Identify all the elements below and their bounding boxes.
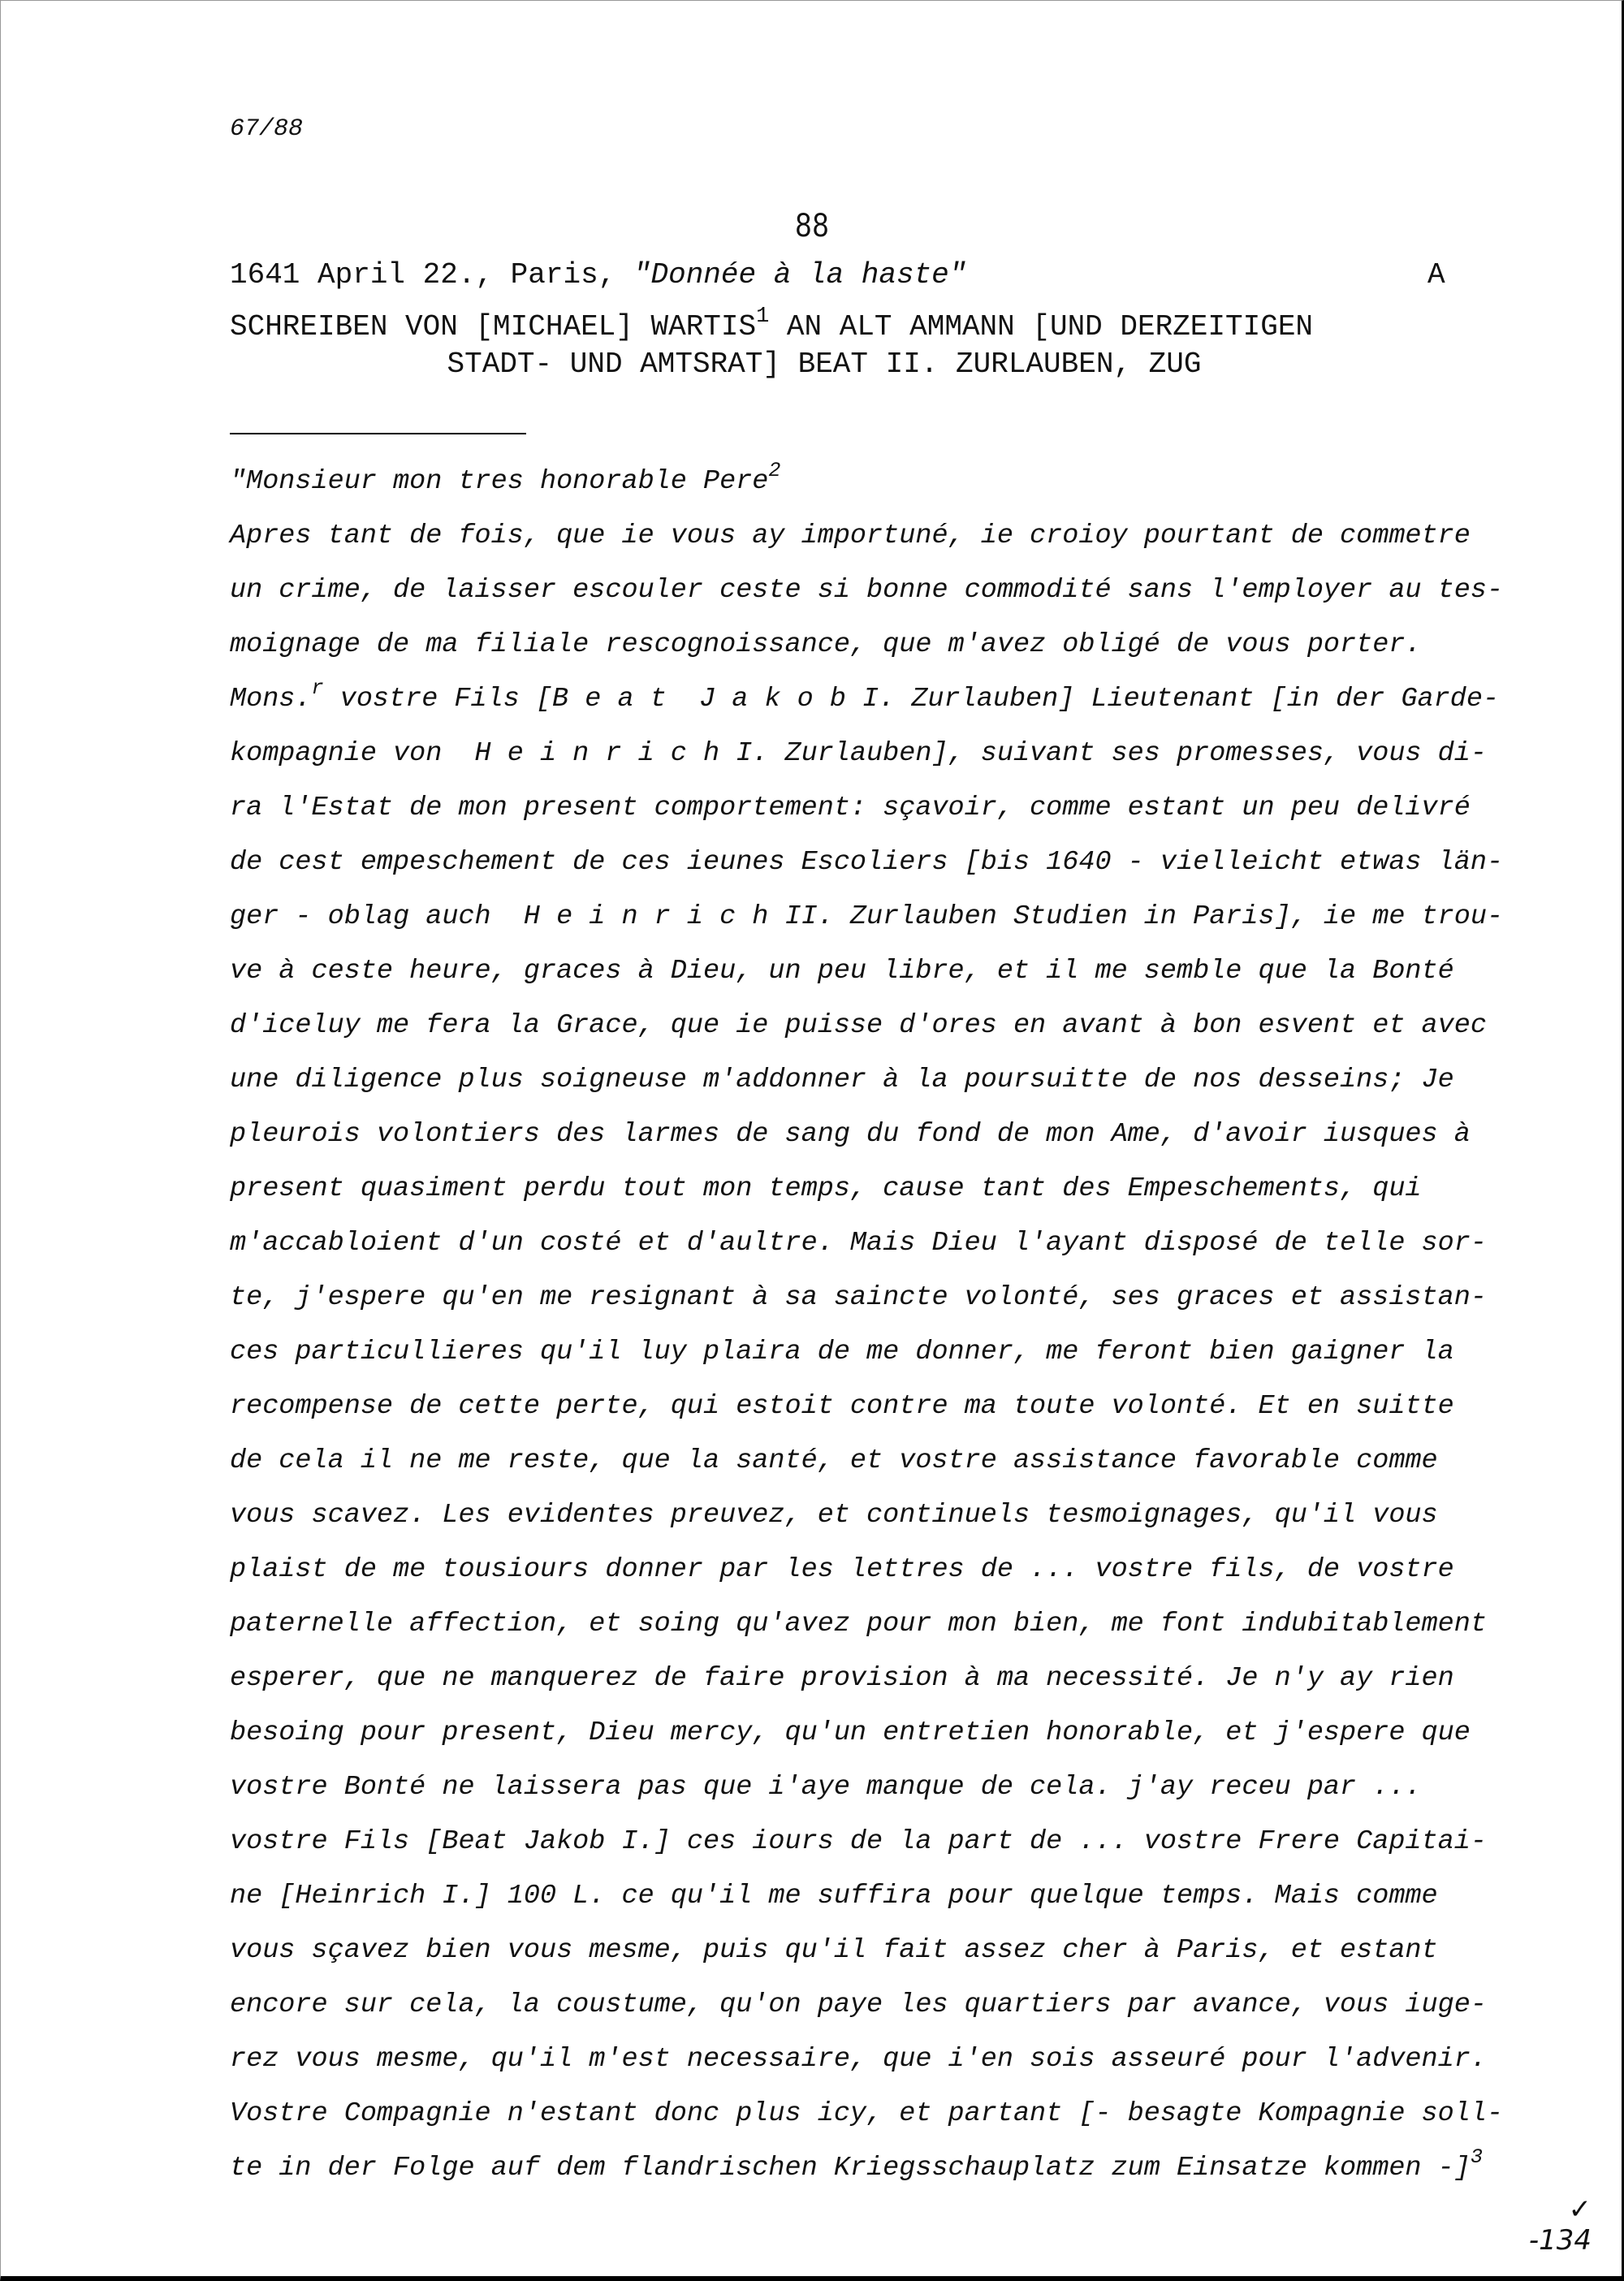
body-line — [230, 2087, 1503, 2141]
body-line — [230, 1597, 1503, 1652]
title-line-1 — [230, 304, 1314, 343]
body-line — [230, 1652, 1503, 1706]
line-text: un crime, de laisser escouler ceste si bonne commodité sans l'employer au tes- — [230, 575, 1504, 606]
line-text: besoing pour present, Dieu mercy, qu'un entretien honorable, et j'espere que — [230, 1717, 1471, 1748]
body-line — [230, 944, 1503, 999]
archive-reference: 67/88 — [230, 115, 304, 143]
line-text: paternelle affection, et soing qu'avez pour mon bien, me font indubitablement — [230, 1609, 1487, 1639]
line-text: une diligence plus soigneuse m'addonner à la poursuitte de nos desseins; Je — [230, 1065, 1454, 1095]
line-text: de cela il ne me reste, que la santé, et vostre assistance favorable comme — [230, 1445, 1438, 1476]
letter-body — [230, 455, 1503, 2196]
line-text: ger - oblag auch H e i n r i c h II. Zurlauben Studien in Paris], ie me trou- — [230, 901, 1504, 932]
footnote-ref: r — [311, 676, 324, 700]
body-line — [230, 1380, 1503, 1434]
body-line — [230, 1760, 1503, 1815]
line-text: vostre Fils [Beat Jakob I.] ces iours de la part de ... vostre Frere Capitai- — [230, 1826, 1487, 1857]
line-text: pleurois volontiers des larmes de sang du fond de mon Ame, d'avoir iusques à — [230, 1119, 1471, 1150]
line-text: esperer, que ne manquerez de faire provision à ma necessité. Je n'y ay rien — [230, 1663, 1454, 1694]
line-text: present quasiment perdu tout mon temps, cause tant des Empeschements, qui — [230, 1173, 1422, 1204]
title-line-2: STADT- UND AMTSRAT] BEAT II. ZURLAUBEN, ZUG — [447, 348, 1202, 381]
line-text: moignage de ma filiale rescognoissance, que m'avez obligé de vous porter. — [230, 629, 1422, 660]
line-text: m'accabloient d'un costé et d'aultre. Mais Dieu l'ayant disposé de telle sor- — [230, 1228, 1487, 1259]
body-line — [230, 1815, 1503, 1869]
body-line — [230, 1488, 1503, 1543]
date-place-line — [230, 258, 966, 292]
line-text: Apres tant de fois, que ie vous ay importuné, ie croioy pourtant de commetre — [230, 521, 1471, 551]
body-line — [230, 1216, 1503, 1271]
line-text: te in der Folge auf dem flandrischen Kriegsschauplatz zum Einsatze kommen -] — [230, 2153, 1471, 2184]
check-mark-icon: ✓ — [1568, 2193, 1592, 2227]
body-line — [230, 2141, 1503, 2196]
line-text: vostre Fils [B e a t J a k o b I. Zurlauben] Lieutenant [in der Garde- — [323, 684, 1500, 715]
body-line — [230, 564, 1503, 618]
line-text: Mons. — [230, 684, 312, 715]
line-text: recompense de cette perte, qui estoit contre ma toute volonté. Et en suitte — [230, 1391, 1454, 1422]
body-line — [230, 618, 1503, 672]
body-line — [230, 1108, 1503, 1162]
body-line — [230, 781, 1503, 836]
line-text: ve à ceste heure, graces à Dieu, un peu libre, et il me semble que la Bonté — [230, 956, 1454, 987]
line-text: Vostre Compagnie n'estant donc plus icy, et partant [- besagte Kompagnie soll- — [230, 2098, 1504, 2129]
body-line — [230, 672, 1503, 727]
date-place: 1641 April 22., Paris, — [230, 258, 633, 292]
title-part-b: AN ALT AMMANN [UND DERZEITIGEN — [769, 310, 1314, 343]
line-text: de cest empeschement de ces ieunes Escoliers [bis 1640 - vielleicht etwas län- — [230, 847, 1504, 878]
salutation — [230, 455, 1503, 509]
body-line — [230, 2033, 1503, 2087]
line-text: ces particullieres qu'il luy plaira de me donner, me feront bien gaigner la — [230, 1337, 1454, 1367]
body-line — [230, 727, 1503, 781]
body-line — [230, 1924, 1503, 1978]
handwritten-annotation — [1529, 2195, 1592, 2256]
body-line — [230, 1869, 1503, 1924]
footnote-ref: 1 — [756, 304, 770, 329]
line-text: encore sur cela, la coustume, qu'on paye les quartiers par avance, vous iuge- — [230, 1989, 1487, 2020]
line-text: vostre Bonté ne laissera pas que i'aye manque de cela. j'ay receu par ... — [230, 1772, 1422, 1803]
line-text: kompagnie von H e i n r i c h I. Zurlauben], suivant ses promesses, vous di- — [230, 738, 1487, 769]
date-quote: "Donnée à la haste" — [633, 258, 967, 292]
body-line — [230, 1434, 1503, 1488]
body-line — [230, 1706, 1503, 1760]
body-line — [230, 1053, 1503, 1108]
title-part-a: SCHREIBEN VON [MICHAEL] WARTIS — [230, 310, 757, 343]
body-line — [230, 836, 1503, 890]
header-marker: A — [1427, 258, 1445, 292]
folio-number: -134 — [1528, 2223, 1592, 2257]
line-text: ne [Heinrich I.] 100 L. ce qu'il me suffira pour quelque temps. Mais comme — [230, 1881, 1438, 1912]
footnote-ref: 2 — [768, 458, 781, 482]
document-number: 88 — [794, 207, 830, 248]
body-line — [230, 509, 1503, 564]
line-text: plaist de me tousiours donner par les lettres de ... vostre fils, de vostre — [230, 1554, 1454, 1585]
body-line — [230, 1978, 1503, 2033]
body-line — [230, 999, 1503, 1053]
body-line — [230, 1271, 1503, 1325]
body-line — [230, 1543, 1503, 1597]
line-text: te, j'espere qu'en me resignant à sa saincte volonté, ses graces et assistan- — [230, 1282, 1487, 1313]
line-text: d'iceluy me fera la Grace, que ie puisse d'ores en avant à bon esvent et avec — [230, 1010, 1487, 1041]
line-text: vous sçavez bien vous mesme, puis qu'il fait assez cher à Paris, et estant — [230, 1935, 1438, 1966]
line-text: rez vous mesme, qu'il m'est necessaire, que i'en sois asseuré pour l'advenir. — [230, 2044, 1487, 2075]
line-text: "Monsieur mon tres honorable Pere — [230, 466, 769, 497]
footnote-ref: 3 — [1470, 2145, 1483, 2169]
body-line — [230, 1325, 1503, 1380]
body-line — [230, 1162, 1503, 1216]
separator-rule — [230, 433, 526, 434]
line-text: vous scavez. Les evidentes preuvez, et continuels tesmoignages, qu'il vous — [230, 1500, 1438, 1531]
body-line — [230, 890, 1503, 944]
line-text: ra l'Estat de mon present comportement: sçavoir, comme estant un peu delivré — [230, 793, 1471, 823]
